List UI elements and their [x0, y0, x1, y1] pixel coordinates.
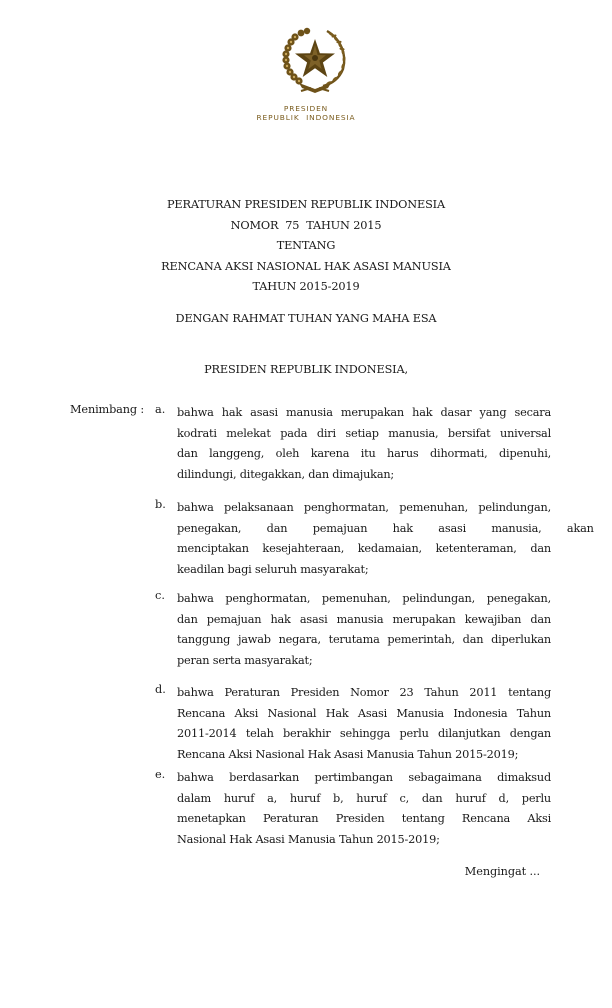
preamble-invocation: DENGAN RAHMAT TUHAN YANG MAHA ESA — [175, 312, 437, 325]
president-heading: PRESIDEN REPUBLIK INDONESIA, — [204, 363, 408, 376]
emblem-caption-president: PRESIDEN — [283, 104, 329, 113]
page-continuation-marker: Mengingat ... — [464, 865, 540, 878]
item-line: Rencana Aksi Nasional Hak Asasi Manusia Indonesia Tahun — [177, 706, 551, 720]
item-text — [177, 498, 594, 580]
emblem-caption-republic: REPUBLIK INDONESIA — [256, 113, 356, 122]
title-regulation-number: NOMOR 75 TAHUN 2015 — [230, 218, 382, 232]
item-line: Rencana Aksi Nasional Hak Asasi Manusia Tahun 2015-2019; — [177, 747, 519, 761]
item-letter: c. — [155, 589, 165, 602]
item-line: penegakan, dan pemajuan hak asasi manusia, akan — [177, 521, 594, 535]
item-line: Nasional Hak Asasi Manusia Tahun 2015-2019; — [177, 832, 440, 846]
item-line: dalam huruf a, huruf b, huruf c, dan huruf d, perlu — [177, 791, 551, 805]
item-line: dilindungi, ditegakkan, dan dimajukan; — [177, 467, 395, 481]
title-regulation-type: PERATURAN PRESIDEN REPUBLIK INDONESIA — [166, 198, 445, 211]
item-line: bahwa Peraturan Presiden Nomor 23 Tahun 2011 tentang — [177, 686, 551, 699]
regulation-title — [0, 195, 612, 298]
item-line: bahwa penghormatan, pemenuhan, pelindungan, penegakan, — [177, 592, 551, 605]
item-line: peran serta masyarakat; — [177, 653, 313, 667]
item-text — [177, 683, 551, 765]
item-letter: a. — [155, 403, 166, 416]
item-line: keadilan bagi seluruh masyarakat; — [177, 562, 369, 576]
item-line: bahwa pelaksanaan penghormatan, pemenuhan, pelindungan, — [177, 501, 551, 514]
item-line: bahwa hak asasi manusia merupakan hak dasar yang secara — [177, 406, 551, 419]
item-line: menciptakan kesejahteraan, kedamaian, ketenteraman, dan — [177, 542, 551, 555]
item-line: dan langgeng, oleh karena itu harus dihormati, dipenuhi, — [177, 447, 551, 460]
item-text — [177, 768, 551, 850]
item-line: 2011-2014 telah berakhir sehingga perlu dilanjutkan dengan — [177, 727, 551, 740]
item-letter: b. — [155, 498, 166, 511]
presidential-emblem-icon — [281, 25, 349, 95]
title-about: TENTANG — [276, 239, 336, 252]
item-line: tanggung jawab negara, terutama pemerintah, dan diperlukan — [177, 633, 551, 646]
item-line: kodrati melekat pada diri setiap manusia, bersifat universal — [177, 426, 551, 440]
item-line: menetapkan Peraturan Presiden tentang Rencana Aksi — [177, 812, 551, 825]
considerations-label: Menimbang : — [70, 403, 145, 416]
item-letter: e. — [155, 768, 166, 781]
item-letter: d. — [155, 683, 166, 696]
item-text — [177, 589, 551, 671]
item-line: dan pemajuan hak asasi manusia merupakan kewajiban dan — [177, 612, 551, 626]
title-period: TAHUN 2015-2019 — [252, 280, 360, 293]
item-text — [177, 403, 551, 485]
title-subject: RENCANA AKSI NASIONAL HAK ASASI MANUSIA — [161, 259, 451, 273]
item-line: bahwa berdasarkan pertimbangan sebagaimana dimaksud — [177, 771, 551, 784]
